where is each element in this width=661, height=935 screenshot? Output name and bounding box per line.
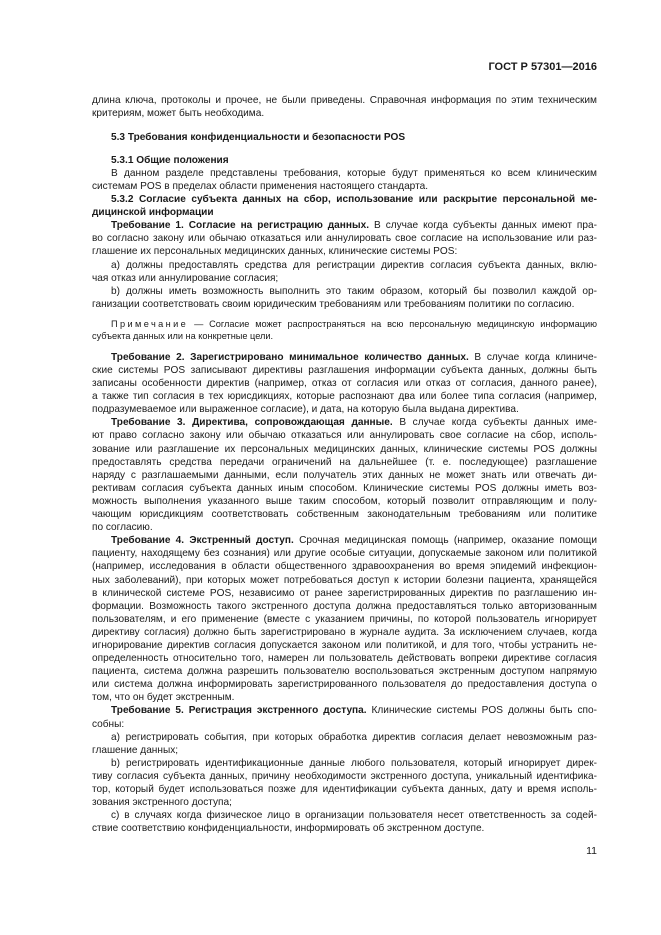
text-line: ские системы POS записывают директивы разглашения информации субъекта данных, должны быть <box>92 365 597 376</box>
paragraph-requirement-3 <box>92 416 597 534</box>
text-line: в клинической системе POS, независимо от ранее зарегистрированных директив по разглашению ин- <box>92 587 597 599</box>
text-line: a) должны предоставлять средства для регистрации директив согласия субъекта данных, вклю- <box>111 259 597 271</box>
text-line: дицинской информации <box>92 207 214 219</box>
text-line: глашение их персональных медицинских данных, клинические системы POS: <box>92 246 458 258</box>
text-line: ют право согласно закону или обычаю отказаться или аннулировать свое согласие на сбор, исполь- <box>92 430 597 442</box>
text-run: Срочная медицинская помощь (например, оказание помощи <box>299 535 598 547</box>
text-line: рективам согласия субъекта данных иным способом. Клинические системы POS должны иметь воз- <box>92 482 597 494</box>
text-line: предоставлять средства передачи ограничений на дальнейшее (т. е. последующее) разглашение <box>92 456 597 468</box>
text-line: критериям, может быть необходима. <box>92 107 265 119</box>
paragraph-general-provisions <box>92 167 597 193</box>
note <box>92 318 597 342</box>
list-item-b <box>92 285 597 311</box>
text-line: по согласию. <box>92 522 153 534</box>
requirement-title: Требование 4. Экстренный доступ. <box>111 535 294 547</box>
text-line: системам POS в пределах области применения настоящего стандарта. <box>92 180 429 192</box>
text-line: наряду с разглашаемыми данными, если получатель этих данных не может знать или отвечать ди- <box>92 469 597 481</box>
text-line: b) регистрировать идентификационные данные любого пользователя, который игнорирует дирек- <box>111 757 597 769</box>
text-line: глашение данных; <box>92 744 179 756</box>
paragraph-requirement-1 <box>92 219 597 258</box>
note-label: Примечание <box>111 318 189 329</box>
text-run: — Согласие может распространяться на всю персональную медицинскую информацию <box>194 318 597 329</box>
paragraph-requirement-4 <box>92 534 597 704</box>
subsection-heading-5-3-1: 5.3.1 Общие положения <box>111 154 229 166</box>
text-line: субъекта данных или на конкретные цели. <box>92 330 274 341</box>
text-line: формации. Возможность такого экстренного доступа должна предоставляться только авторизованным <box>92 600 597 612</box>
text-run: Клинические системы POS должны быть спо- <box>371 705 597 717</box>
text-line: пациенту, находящему без сознания) или другие особые ситуации, допускаемые законом или политикой <box>92 548 597 560</box>
paragraph-requirement-2 <box>92 351 597 416</box>
list-item-c <box>92 809 597 835</box>
text-run: В случае когда субъекты данных име- <box>399 417 597 429</box>
text-line: длина ключа, протоколы и прочее, не были приведены. Справочная информация по этим техническим <box>92 94 597 106</box>
list-item-a <box>92 259 597 285</box>
text-line: во согласно закону или обычаю отказаться или аннулировать свое согласие на использование или раз- <box>92 233 597 245</box>
standard-code: ГОСТ Р 57301—2016 <box>488 61 597 73</box>
requirement-title: Требование 3. Директива, сопровождающая данные. <box>111 417 393 429</box>
text-line: можность выполнения указанного выше таким способом, который позволит отправляющим и полу- <box>92 495 597 507</box>
text-line: записаны особенности директив (например, отказ от согласия или отказ от согласия, данного ранее), <box>92 378 597 390</box>
text-line: игнорирование директив согласия допускается законом или политикой, и для того, чтобы устранить не- <box>92 639 597 651</box>
requirement-title: Требование 2. Зарегистрировано минимальное количество данных. <box>111 351 469 363</box>
text-line: 5.3.2 Согласие субъекта данных на сбор, использование или раскрытие персональной ме- <box>111 194 597 206</box>
requirement-title: Требование 5. Регистрация экстренного доступа. <box>111 705 367 717</box>
text-line: директиву согласия) должно быть зарегистрировано в журнале аудита. За исключением случаев, когда <box>92 626 597 638</box>
text-line: пациента, система должна разрешить пользователю воспользоваться экстренным доступом напрямую <box>92 666 597 678</box>
text-line: c) в случаях когда физическое лицо в организации пользователя несет ответственность за содей- <box>111 810 597 822</box>
text-line: а также тип согласия в тех юрисдикциях, которые распознают два или более типа согласия (например, <box>92 391 597 403</box>
text-line: определенность относительно того, намерен ли пользователь действовать вопреки директиве согласия <box>92 653 597 665</box>
text-line: том, что он будет экстренным. <box>92 692 235 704</box>
text-line <box>92 416 597 429</box>
text-run: В случае когда субъекты данных имеют пра- <box>374 220 597 232</box>
text-line: или система должна информировать зарегистрированного пользователя до предоставления доступа о <box>92 679 597 691</box>
text-line <box>92 534 597 547</box>
text-line <box>92 219 597 232</box>
text-line: b) должны иметь возможность выполнить это таким образом, который бы позволил каждой ор- <box>111 285 597 297</box>
text-run: В случае когда клиниче- <box>474 351 597 363</box>
text-line: чающим юрисдикциям соответствовать собственным законодательным требованиям или политике <box>92 509 597 521</box>
list-item-a <box>92 731 597 757</box>
text-line: (например, исследования в области общественного здравоохранения во время эпидемий инфекцион- <box>92 561 597 573</box>
page-body <box>92 94 597 836</box>
text-line: a) регистрировать события, при которых обработка директив согласия делает невозможным раз- <box>111 731 597 743</box>
requirement-title: Требование 1. Согласие на регистрацию данных. <box>111 220 370 232</box>
subsection-heading-5-3-2 <box>92 193 597 219</box>
text-line: В данном разделе представлены требования, которые будут применяться ко всем клиническим <box>111 167 597 179</box>
text-line: чая отказ или аннулирование согласия; <box>92 272 279 284</box>
paragraph-requirement-5 <box>92 704 597 730</box>
text-line: подразумеваемое или выраженное согласие), и дата, на которую была выдана директива. <box>92 404 519 416</box>
text-line: ных заболеваний), при которых может потребоваться доступ к истории болезни пациента, хранящейся <box>92 574 597 586</box>
text-line <box>92 704 597 717</box>
text-line: зование или разглашение их персональных медицинских данных, клинические системы POS должны <box>92 443 597 455</box>
text-line <box>92 318 597 330</box>
page-number: 11 <box>586 845 597 857</box>
text-line: собны: <box>92 718 125 730</box>
text-line: тиву согласия субъекта данных, причину необходимости экстренного доступа, уникальный идентифика- <box>92 770 597 782</box>
text-line: ствие соответствию конфиденциальности, информировать об экстренном доступе. <box>92 823 485 835</box>
text-line <box>92 351 597 364</box>
section-heading-5-3: 5.3 Требования конфиденциальности и безопасности POS <box>111 131 406 143</box>
text-line: тор, который будет использоваться позже для идентификации субъекта данных, дату и время исполь- <box>92 784 597 795</box>
text-line: зования экстренного доступа; <box>92 797 232 809</box>
text-line: пользователям, и его применение (вместе с указанием причины, по которой пользователь игнорирует <box>92 613 597 625</box>
text-line: ганизации соответствовать своим юридическим требованиям или требованиям политики по согласию. <box>92 298 575 310</box>
paragraph-continuation <box>92 94 597 120</box>
list-item-b <box>92 757 597 809</box>
